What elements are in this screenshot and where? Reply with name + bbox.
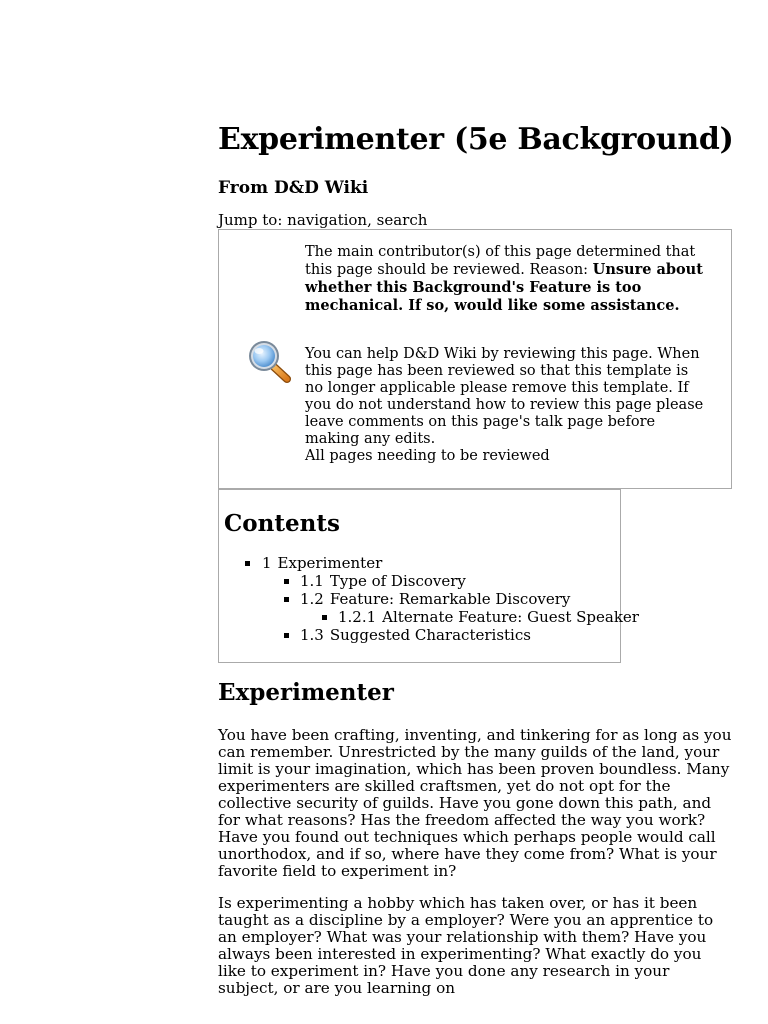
notice-reason: Unsure about whether this Background's Feature is too mechanical. If so, would like some assistance. bbox=[305, 261, 703, 314]
notice-reason-prefix: The main contributor(s) of this page determined that this page should be reviewed. Reason: bbox=[305, 244, 696, 278]
table-of-contents bbox=[218, 489, 639, 663]
bullet-icon bbox=[284, 597, 289, 602]
paragraph: Is experimenting a hobby which has taken over, or has it been taught as a discipline by a employer? Were you an apprentice to an employer? What was your relationship with them? Have you always been interested in experimenting? What exactly do you like to experiment in? Have you done any research in your subject, or are you learning on bbox=[218, 894, 714, 997]
notice-help-text: You can help D&D Wiki by reviewing this page. When this page has been reviewed so that this template is no longer applicable please remove this template. If you do not understand how to review this page please leave comments on this page's talk page before making any edits. bbox=[305, 346, 704, 447]
bullet-icon bbox=[322, 615, 327, 620]
site-subtitle: From D&D Wiki bbox=[218, 178, 369, 198]
toc-item[interactable]: 1.1 Type of Discovery bbox=[224, 572, 615, 590]
toc-item[interactable]: 1.2 Feature: Remarkable Discovery bbox=[224, 590, 615, 608]
toc-item[interactable]: 1.3 Suggested Characteristics bbox=[224, 626, 615, 644]
jump-to-prefix: Jump to: bbox=[218, 211, 288, 229]
toc-item[interactable]: 1 Experimenter bbox=[224, 554, 615, 572]
toc-list bbox=[224, 554, 639, 644]
jump-to-search-link[interactable]: search bbox=[376, 211, 428, 229]
page-content bbox=[218, 118, 734, 997]
bullet-icon bbox=[284, 633, 289, 638]
all-pages-review-link[interactable]: All pages needing to be reviewed bbox=[305, 448, 550, 464]
notice-text bbox=[305, 244, 705, 465]
bullet-icon bbox=[245, 561, 250, 566]
notice-reason-paragraph bbox=[305, 244, 705, 315]
page-title: Experimenter (5e Background) bbox=[218, 122, 734, 157]
jump-to-bar bbox=[218, 211, 734, 229]
magnifying-glass-icon bbox=[245, 338, 293, 386]
paragraph: You have been crafting, inventing, and tinkering for as long as you can remember. Unrestricted by the many guilds of the land, your limit is your imagination, which has been proven boundless. Many experimenters are skilled craftsmen, yet do not opt for the collective security of guilds. Have you gone down this path, and for what reasons? Has the freedom affected the way you work? Have you found out techniques which perhaps people would call unorthodox, and if so, where have they come from? What is your favorite field to experiment in? bbox=[218, 726, 732, 880]
bullet-icon bbox=[284, 579, 289, 584]
section-heading-experimenter: Experimenter bbox=[218, 679, 394, 706]
toc-title: Contents bbox=[224, 510, 340, 537]
jump-to-navigation-link[interactable]: navigation bbox=[287, 211, 368, 229]
review-notice-box bbox=[218, 229, 732, 489]
toc-item[interactable]: 1.2.1 Alternate Feature: Guest Speaker bbox=[224, 608, 615, 626]
jump-to-separator: , bbox=[367, 211, 377, 229]
